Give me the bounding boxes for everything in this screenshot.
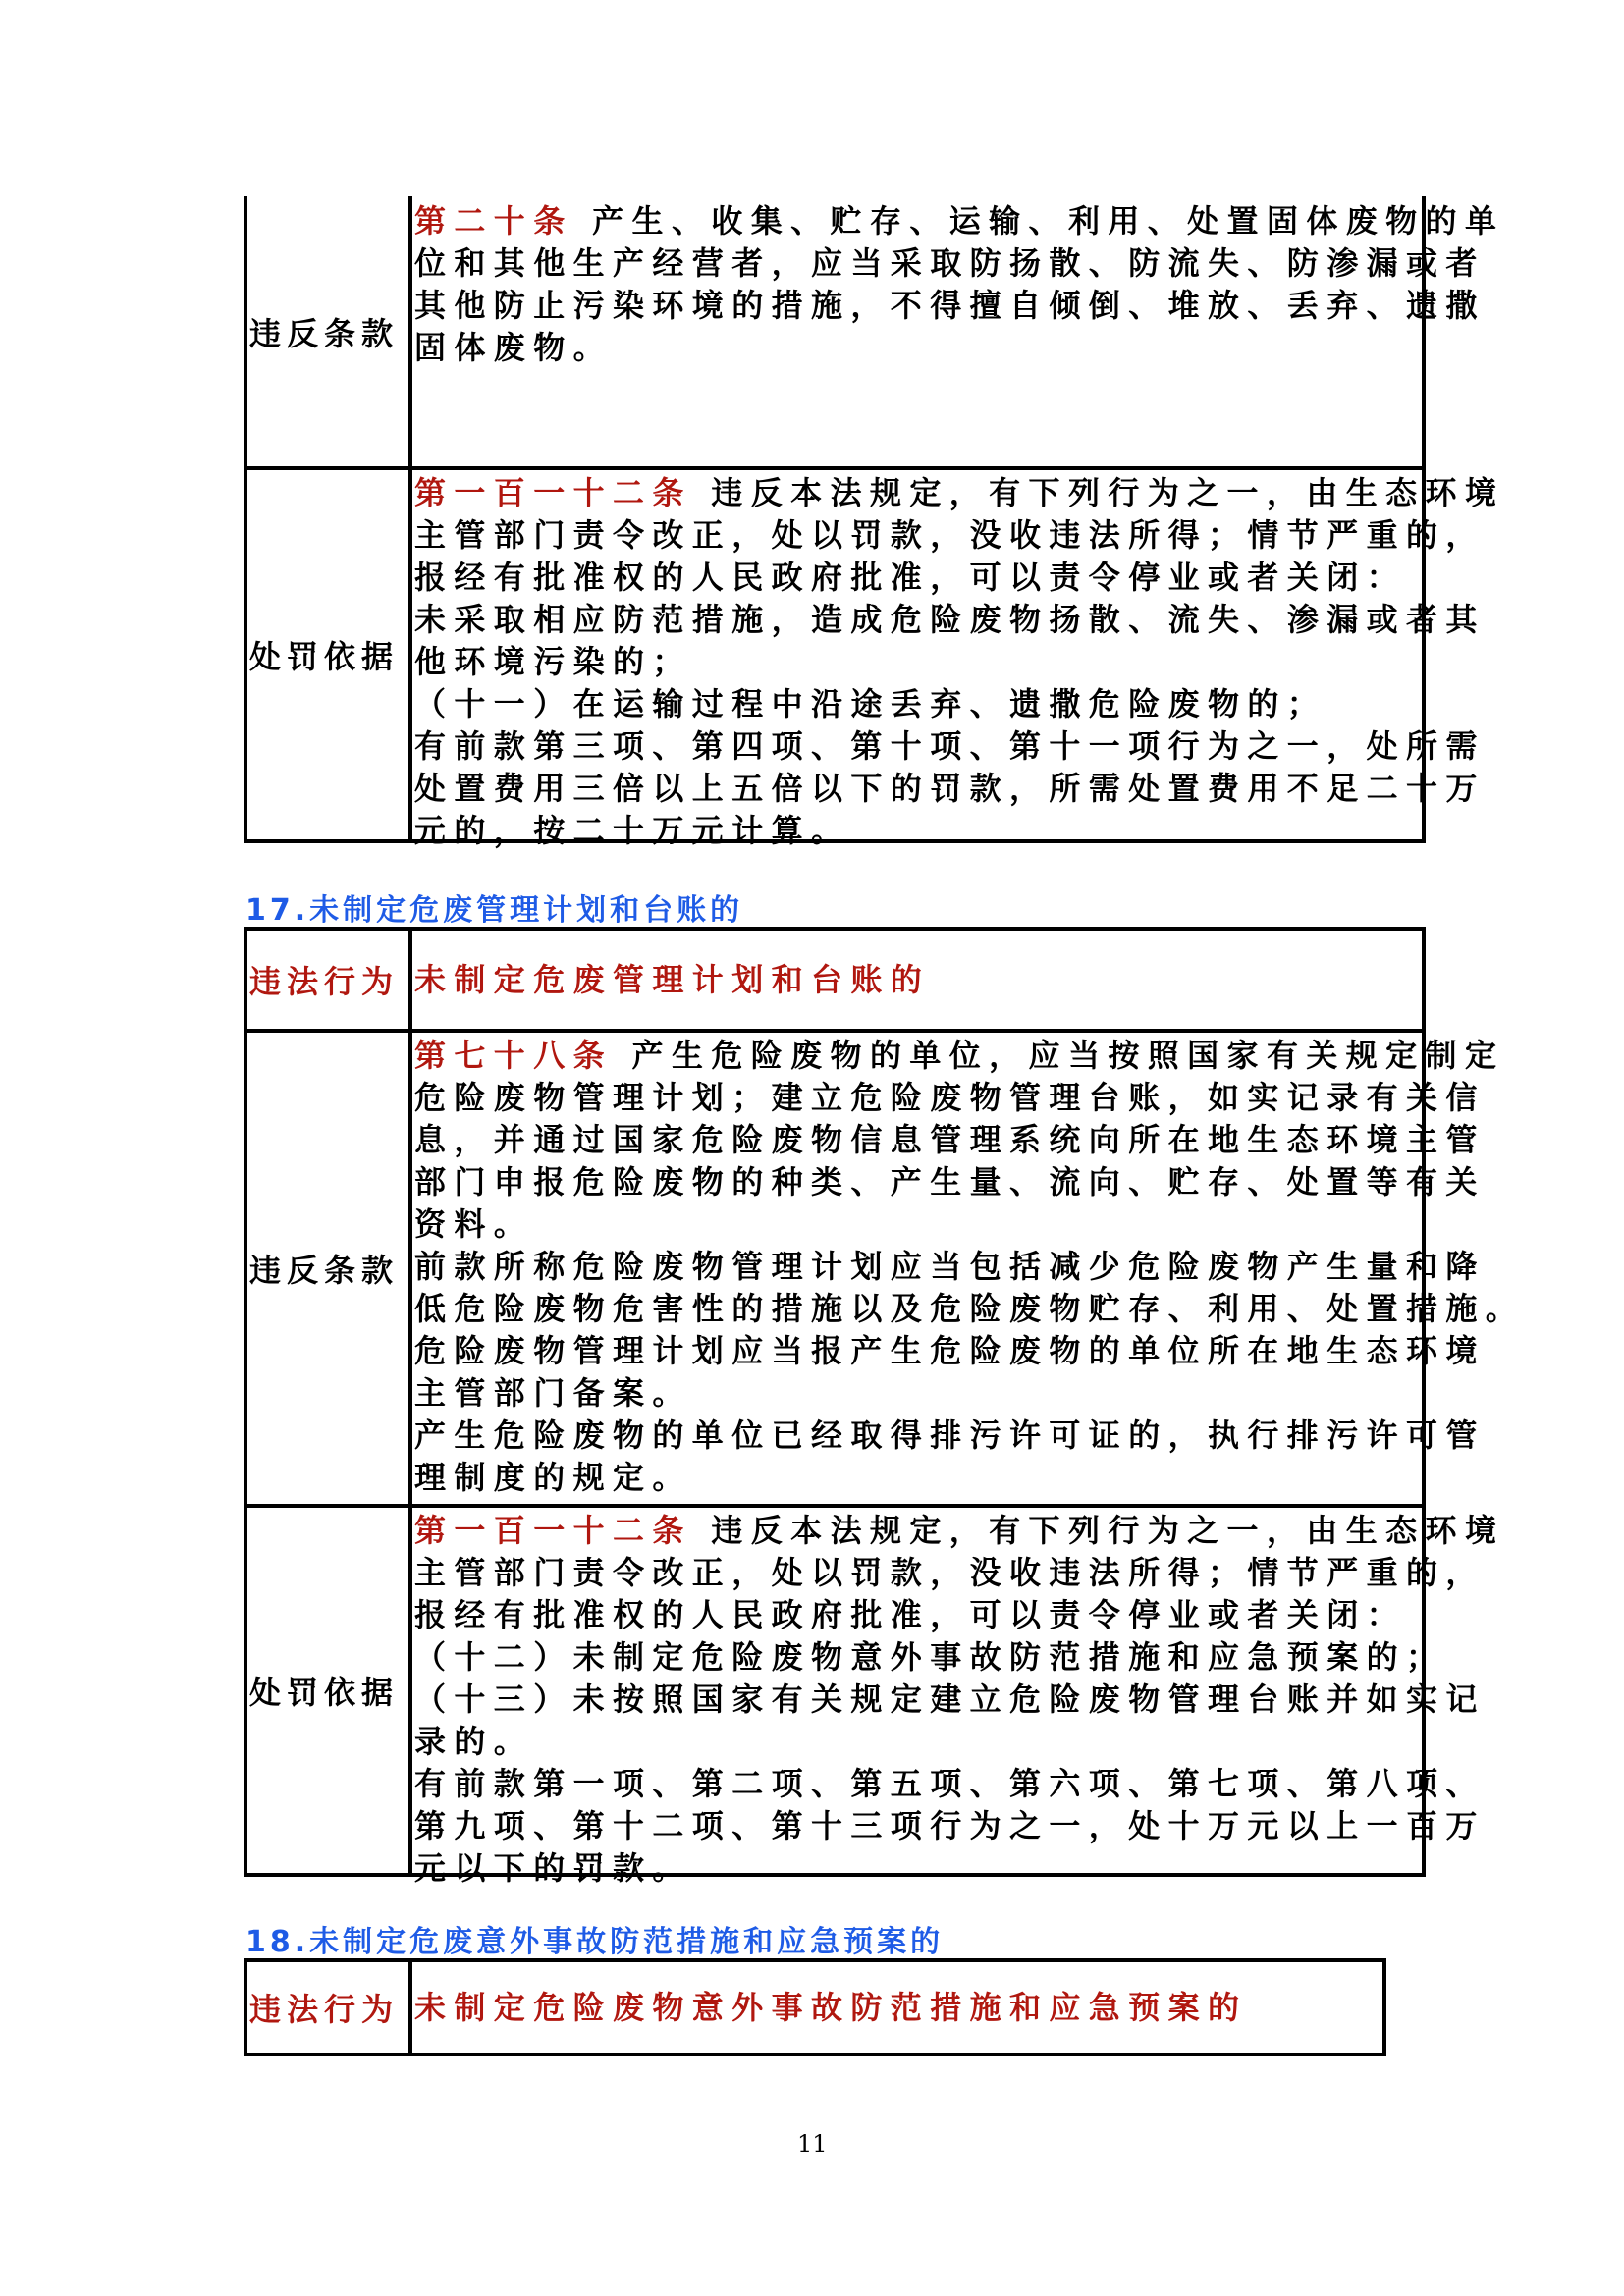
article-number: 第二十条 <box>414 202 573 240</box>
behavior-text: 未制定危废管理计划和台账的 <box>408 931 1422 1029</box>
penalty-text: 第一百一十二条 违反本法规定，有下列行为之一，由生态环境 主管部门责令改正，处以罚款，没收违法所得；情节严重的， 报经有批准权的人民政府批准，可以责令停业或者关闭： 未采取相应防范措施，造成危险废物扬散、流失、渗漏或者其 他环境污染的； （十一）在运输过程中沿途丢弃、遗撒危险废物的； 有前款第三项、第四项、第十项、第十一项行为之一，处所需 处置费用三倍以上五倍以下的罚款，所需处置费用不足二十万 元的，按二十万元计算。 <box>408 470 1422 839</box>
row-label: 违法行为 <box>249 963 400 1000</box>
table-row-penalty-basis <box>247 1504 1505 1887</box>
table-section-17 <box>244 927 1526 1887</box>
table-row-illegal-behavior <box>247 931 1422 1029</box>
table-row-illegal-behavior <box>247 1962 1382 2053</box>
section-heading-17: 17.未制定危废管理计划和台账的 <box>245 893 744 928</box>
table-row-penalty-basis <box>247 466 1505 849</box>
article-number: 第一百一十二条 <box>414 474 692 511</box>
table-row-violation-clause <box>247 1029 1526 1504</box>
behavior-text: 未制定危险废物意外事故防范措施和应急预案的 <box>408 1962 1382 2053</box>
article-number: 第一百一十二条 <box>414 1512 692 1549</box>
clause-text: 第二十条 产生、收集、贮存、运输、利用、处置固体废物的单 位和其他生产经营者，应当采取防扬散、防流失、防渗漏或者 其他防止污染环境的措施，不得擅自倾倒、堆放、丢弃、遗撒 固体废物。 <box>408 196 1422 466</box>
table-section-18 <box>244 1958 1386 2056</box>
row-label: 违反条款 <box>249 314 400 352</box>
article-number: 第七十八条 <box>414 1037 614 1074</box>
row-label: 违法行为 <box>249 1991 400 2028</box>
penalty-text: 第一百一十二条 违反本法规定，有下列行为之一，由生态环境 主管部门责令改正，处以罚款，没收违法所得；情节严重的， 报经有批准权的人民政府批准，可以责令停业或者关闭： （十二）未制定危险废物意外事故防范措施和应急预案的； （十三）未按照国家有关规定建立危险废物管理台账并如实记 录的。 有前款第一项、第二项、第五项、第六项、第七项、第八项、 第九项、第十二项、第十三项行为之一，处十万元以上一百万 元以下的罚款。 <box>408 1508 1422 1873</box>
table-row-violation-clause <box>247 196 1505 466</box>
section-heading-18: 18.未制定危废意外事故防范措施和应急预案的 <box>245 1925 945 1959</box>
row-label: 违反条款 <box>249 1252 400 1289</box>
table-continued <box>244 196 1505 849</box>
row-label: 处罚依据 <box>249 1674 400 1711</box>
clause-text: 第七十八条 产生危险废物的单位，应当按照国家有关规定制定 危险废物管理计划；建立危险废物管理台账，如实记录有关信 息，并通过国家危险废物信息管理系统向所在地生态环境主管 部门申报危险废物的种类、产生量、流向、贮存、处置等有关 资料。 前款所称危险废物管理计划应当包括减少危险废物产生量和降 低危险废物危害性的措施以及危险废物贮存、利用、处置措施。 危险废物管理计划应当报产生危险废物的单位所在地生态环境 主管部门备案。 产生危险废物的单位已经取得排污许可证的，执行排污许可管 理制度的规定。 <box>408 1033 1422 1504</box>
row-label: 处罚依据 <box>249 638 400 675</box>
page-number: 11 <box>797 2130 828 2158</box>
